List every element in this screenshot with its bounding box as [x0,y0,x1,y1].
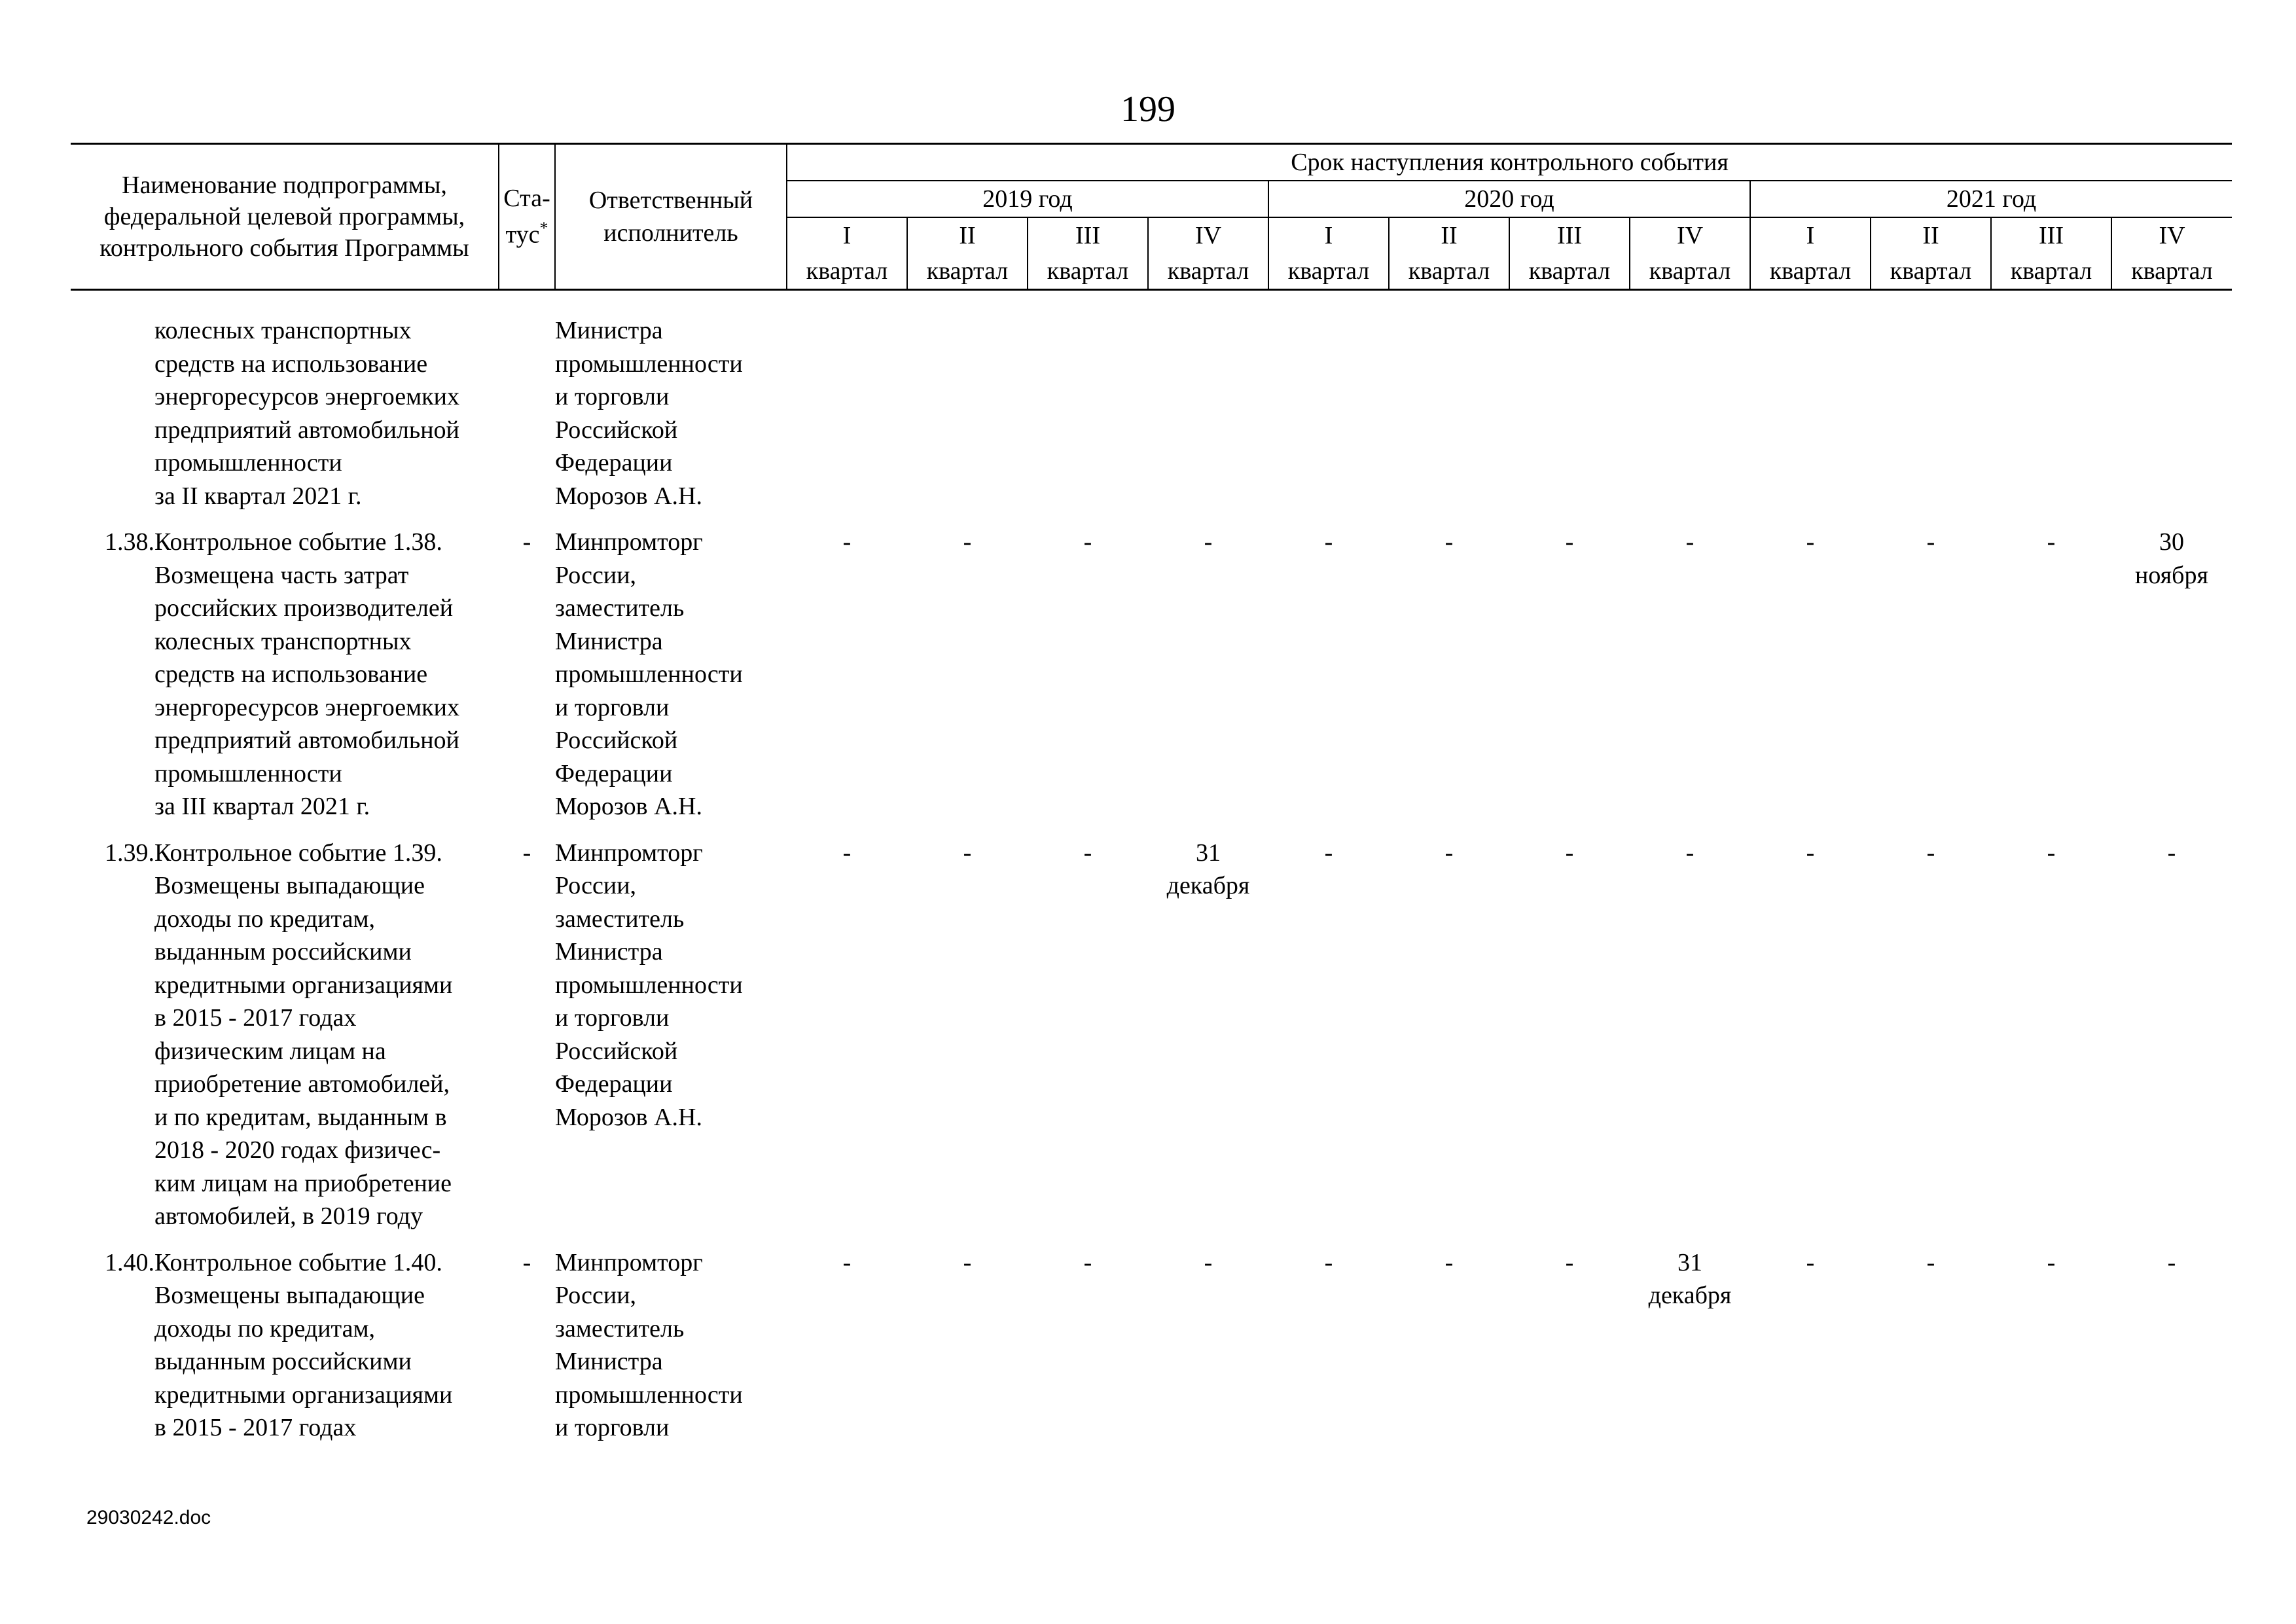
row-quarter-cell: - [1685,839,1695,867]
header-quarter-roman: I [1268,217,1389,253]
row-quarter-cell [2111,314,2232,526]
row-quarter-cell [787,314,907,526]
row-quarter-cell: - [1083,528,1092,556]
header-status-star: * [539,219,548,238]
header-executor-column: Ответственный исполнитель [555,144,787,290]
row-quarter-cell: - [1444,839,1454,867]
header-year-2019: 2019 год [787,181,1268,217]
header-name-column: Наименование подпрограммы, федеральной целевой программы, контрольного события Программы [71,144,499,290]
row-quarter-cell [1509,314,1630,526]
header-quarter-roman: III [1028,217,1148,253]
header-quarter-roman: III [1509,217,1630,253]
row-quarter-cell [1871,314,1991,526]
header-quarter-roman: II [907,217,1028,253]
row-quarter-cell: - [1324,528,1333,556]
row-event-name: Контрольное событие 1.38. Возмещена часть затрат российских производителей колесных транспортных средств на использование энергоресурсов энергоемких предприятий автомобильной промышленности за III квартал 2021 г. [154,528,459,820]
row-quarter-cell: 31 декабря [1166,839,1250,899]
row-quarter-cell: - [1565,1248,1574,1276]
header-status-column [499,144,555,290]
row-quarter-cell: - [963,528,972,556]
header-quarter-word: квартал [1509,253,1630,290]
row-quarter-cell: - [2047,528,2056,556]
row-number: 1.39. [105,839,154,867]
table-header [71,143,2232,291]
row-quarter-cell: - [1806,839,1815,867]
row-quarter-cell: - [1926,1248,1935,1276]
header-quarter-roman: III [1991,217,2111,253]
header-quarter-word: квартал [1389,253,1509,290]
header-quarter-word: квартал [1028,253,1148,290]
table-row [71,1246,2232,1458]
row-status: - [522,1248,531,1276]
row-event-name: Контрольное событие 1.40. Возмещены выпадающие доходы по кредитам, выданным российскими кредитными организациями в 2015 - 2017 годах [154,1248,453,1441]
row-event-name: Контрольное событие 1.39. Возмещены выпадающие доходы по кредитам, выданным российскими кредитными организациями в 2015 - 2017 годах физическим лицам на приобретение автомобилей, и по кредитам, выданным в 2018 - 2020 годах физичес- ким лицам на приобретение автомобилей, в 2019 году [154,839,453,1230]
row-quarter-cell: - [1806,1248,1815,1276]
row-quarter-cell: - [1926,528,1935,556]
row-quarter-cell: - [1324,1248,1333,1276]
row-status: - [522,528,531,556]
row-quarter-cell [1028,314,1148,526]
row-quarter-cell: - [1083,839,1092,867]
row-event-name: колесных транспортных средств на использование энергоресурсов энергоемких предприятий автомобильной промышленности за II квартал 2021 г. [154,317,459,510]
row-quarter-cell [1148,314,1268,526]
header-quarter-word: квартал [1871,253,1991,290]
row-quarter-cell: - [2167,1248,2176,1276]
header-quarter-roman: II [1389,217,1509,253]
header-quarter-roman: I [1750,217,1871,253]
row-quarter-cell: - [842,1248,852,1276]
header-status-line1: Ста- [503,185,550,213]
events-table [71,314,2232,1458]
row-quarter-cell: - [842,528,852,556]
row-executor: Минпромторг России, заместитель Министра промышленности и торговли Российской Федерации Морозов А.Н. [555,528,743,820]
table-row [71,526,2232,837]
row-quarter-cell: - [842,839,852,867]
row-quarter-cell: 31 декабря [1648,1248,1732,1309]
header-quarter-roman: I [787,217,907,253]
header-status-line2: тус [505,221,540,249]
header-quarter-word: квартал [1991,253,2111,290]
header-quarter-word: квартал [2111,253,2232,290]
page-number: 199 [1121,89,1175,130]
row-quarter-cell: - [963,1248,972,1276]
document-filename: 29030242.doc [86,1507,211,1528]
header-quarter-roman: IV [2111,217,2232,253]
row-quarter-cell: - [1806,528,1815,556]
row-quarter-cell: - [963,839,972,867]
row-quarter-cell [1268,314,1389,526]
row-quarter-cell: - [2047,1248,2056,1276]
header-quarter-word: квартал [1630,253,1750,290]
row-quarter-cell [1991,314,2111,526]
row-number: 1.38. [105,528,154,556]
row-quarter-cell: - [1565,839,1574,867]
header-year-2021: 2021 год [1750,181,2232,217]
row-quarter-cell [1630,314,1750,526]
header-quarter-word: квартал [787,253,907,290]
row-quarter-cell [1750,314,1871,526]
table-row [71,314,2232,526]
row-executor: Министра промышленности и торговли Российской Федерации Морозов А.Н. [555,317,743,510]
header-quarter-word: квартал [1148,253,1268,290]
row-quarter-cell: - [1685,528,1695,556]
row-quarter-cell: - [1444,1248,1454,1276]
header-year-2020: 2020 год [1268,181,1750,217]
row-quarter-cell: - [1204,1248,1213,1276]
row-quarter-cell: - [1204,528,1213,556]
row-quarter-cell: - [1444,528,1454,556]
row-quarter-cell [907,314,1028,526]
row-status: - [522,839,531,867]
row-quarter-cell: 30 ноября [2135,528,2208,589]
header-quarter-word: квартал [1268,253,1389,290]
row-quarter-cell: - [1324,839,1333,867]
row-status [499,314,555,526]
row-number: 1.40. [105,1248,154,1276]
row-quarter-cell: - [1565,528,1574,556]
table-row [71,837,2232,1246]
row-quarter-cell: - [1926,839,1935,867]
header-deadline-group: Срок наступления контрольного события [787,144,2232,181]
row-quarter-cell [1389,314,1509,526]
header-quarter-roman: IV [1630,217,1750,253]
row-quarter-cell: - [2047,839,2056,867]
header-quarter-roman: II [1871,217,1991,253]
row-executor: Минпромторг России, заместитель Министра промышленности и торговли Российской Федерации Морозов А.Н. [555,839,743,1131]
header-quarter-roman: IV [1148,217,1268,253]
row-quarter-cell: - [1083,1248,1092,1276]
row-executor: Минпромторг России, заместитель Министра промышленности и торговли [555,1248,743,1441]
row-number [71,314,154,526]
row-quarter-cell: - [2167,839,2176,867]
header-quarter-word: квартал [907,253,1028,290]
header-quarter-word: квартал [1750,253,1871,290]
